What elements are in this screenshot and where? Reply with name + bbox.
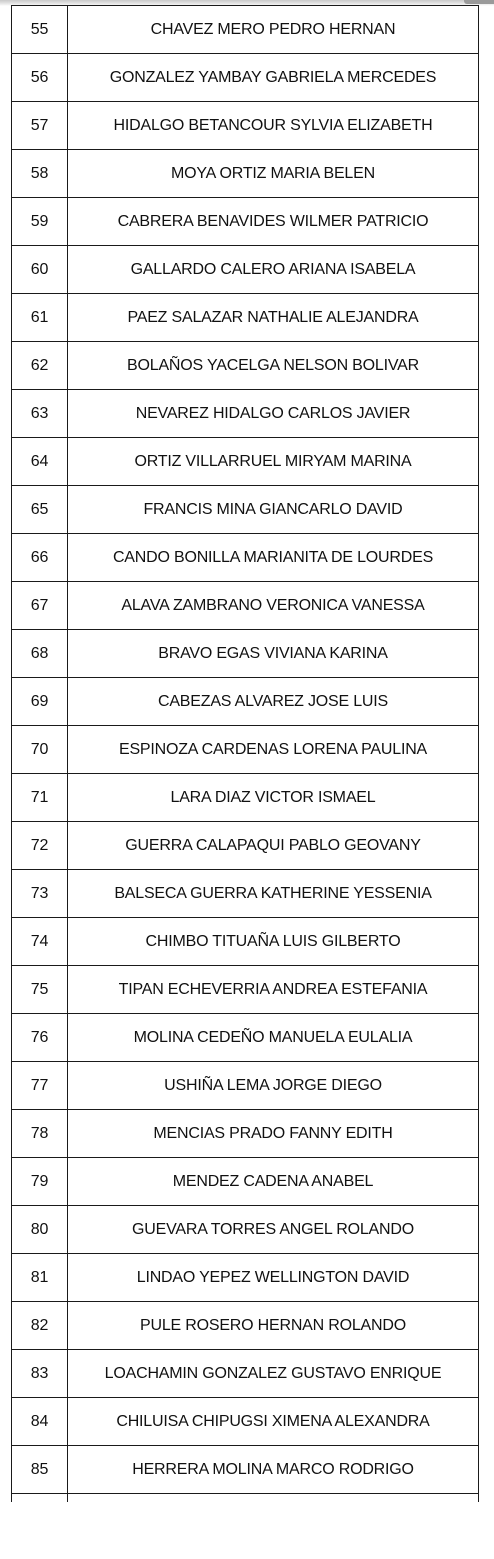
row-full-name: TIPAN ECHEVERRIA ANDREA ESTEFANIA xyxy=(68,966,479,1014)
row-full-name: MOLINA CEDEÑO MANUELA EULALIA xyxy=(68,1014,479,1062)
row-number: 78 xyxy=(12,1110,68,1158)
row-full-name: PAEZ SALAZAR NATHALIE ALEJANDRA xyxy=(68,294,479,342)
row-full-name: HERRERA MOLINA MARCO RODRIGO xyxy=(68,1446,479,1494)
table-row xyxy=(12,1110,479,1158)
row-number: 76 xyxy=(12,1014,68,1062)
table-row xyxy=(12,822,479,870)
row-number: 64 xyxy=(12,438,68,486)
row-number: 84 xyxy=(12,1398,68,1446)
table-row xyxy=(12,102,479,150)
row-number: 56 xyxy=(12,54,68,102)
table-row xyxy=(12,774,479,822)
table-row xyxy=(12,1158,479,1206)
table-row xyxy=(12,150,479,198)
row-full-name: CABEZAS ALVAREZ JOSE LUIS xyxy=(68,678,479,726)
table-row xyxy=(12,918,479,966)
roster-table xyxy=(11,5,479,1502)
row-number: 65 xyxy=(12,486,68,534)
row-full-name: BOLAÑOS YACELGA NELSON BOLIVAR xyxy=(68,342,479,390)
table-row xyxy=(12,678,479,726)
row-number: 62 xyxy=(12,342,68,390)
row-number: 67 xyxy=(12,582,68,630)
row-number: 79 xyxy=(12,1158,68,1206)
row-number: 59 xyxy=(12,198,68,246)
row-name-cell xyxy=(68,1494,479,1503)
row-full-name: CHILUISA CHIPUGSI XIMENA ALEXANDRA xyxy=(68,1398,479,1446)
table-row xyxy=(12,438,479,486)
row-full-name: LOACHAMIN GONZALEZ GUSTAVO ENRIQUE xyxy=(68,1350,479,1398)
row-number: 58 xyxy=(12,150,68,198)
table-row xyxy=(12,486,479,534)
table-row xyxy=(12,582,479,630)
table-row xyxy=(12,1446,479,1494)
row-number: 70 xyxy=(12,726,68,774)
roster-table-body xyxy=(12,6,479,1503)
row-full-name: GALLARDO CALERO ARIANA ISABELA xyxy=(68,246,479,294)
row-number: 66 xyxy=(12,534,68,582)
table-row xyxy=(12,342,479,390)
row-number: 69 xyxy=(12,678,68,726)
row-full-name: GONZALEZ YAMBAY GABRIELA MERCEDES xyxy=(68,54,479,102)
table-row xyxy=(12,198,479,246)
table-row xyxy=(12,6,479,54)
table-row xyxy=(12,54,479,102)
row-number: 82 xyxy=(12,1302,68,1350)
row-number: 68 xyxy=(12,630,68,678)
row-number: 71 xyxy=(12,774,68,822)
row-full-name: GUEVARA TORRES ANGEL ROLANDO xyxy=(68,1206,479,1254)
row-full-name: MENDEZ CADENA ANABEL xyxy=(68,1158,479,1206)
table-row xyxy=(12,870,479,918)
row-number: 73 xyxy=(12,870,68,918)
table-row xyxy=(12,390,479,438)
table-row xyxy=(12,630,479,678)
table-row xyxy=(12,294,479,342)
row-full-name: HIDALGO BETANCOUR SYLVIA ELIZABETH xyxy=(68,102,479,150)
table-row xyxy=(12,1062,479,1110)
row-full-name: MOYA ORTIZ MARIA BELEN xyxy=(68,150,479,198)
row-number: 85 xyxy=(12,1446,68,1494)
row-full-name: CABRERA BENAVIDES WILMER PATRICIO xyxy=(68,198,479,246)
table-row xyxy=(12,1206,479,1254)
row-number: 80 xyxy=(12,1206,68,1254)
row-full-name: ALAVA ZAMBRANO VERONICA VANESSA xyxy=(68,582,479,630)
table-row xyxy=(12,534,479,582)
table-row xyxy=(12,1398,479,1446)
scroll-edge xyxy=(464,0,494,4)
row-full-name: BRAVO EGAS VIVIANA KARINA xyxy=(68,630,479,678)
row-full-name: PULE ROSERO HERNAN ROLANDO xyxy=(68,1302,479,1350)
table-row xyxy=(12,1350,479,1398)
row-full-name: CHIMBO TITUAÑA LUIS GILBERTO xyxy=(68,918,479,966)
table-row xyxy=(12,1014,479,1062)
row-number: 75 xyxy=(12,966,68,1014)
row-number: 74 xyxy=(12,918,68,966)
row-full-name: NEVAREZ HIDALGO CARLOS JAVIER xyxy=(68,390,479,438)
table-row xyxy=(12,726,479,774)
row-full-name: LINDAO YEPEZ WELLINGTON DAVID xyxy=(68,1254,479,1302)
row-number: 63 xyxy=(12,390,68,438)
row-number: 60 xyxy=(12,246,68,294)
row-number: 83 xyxy=(12,1350,68,1398)
table-row xyxy=(12,1302,479,1350)
row-full-name: FRANCIS MINA GIANCARLO DAVID xyxy=(68,486,479,534)
row-full-name: USHIÑA LEMA JORGE DIEGO xyxy=(68,1062,479,1110)
row-full-name: GUERRA CALAPAQUI PABLO GEOVANY xyxy=(68,822,479,870)
row-full-name: ESPINOZA CARDENAS LORENA PAULINA xyxy=(68,726,479,774)
row-full-name: LARA DIAZ VICTOR ISMAEL xyxy=(68,774,479,822)
row-number: 61 xyxy=(12,294,68,342)
row-full-name: CHAVEZ MERO PEDRO HERNAN xyxy=(68,6,479,54)
row-number: 72 xyxy=(12,822,68,870)
row-number: 77 xyxy=(12,1062,68,1110)
row-full-name: CANDO BONILLA MARIANITA DE LOURDES xyxy=(68,534,479,582)
table-row xyxy=(12,246,479,294)
row-number: 81 xyxy=(12,1254,68,1302)
row-number: 55 xyxy=(12,6,68,54)
table-row xyxy=(12,966,479,1014)
row-full-name: MENCIAS PRADO FANNY EDITH xyxy=(68,1110,479,1158)
row-number: 57 xyxy=(12,102,68,150)
row-number-cell xyxy=(12,1494,68,1503)
table-row xyxy=(12,1254,479,1302)
table-row-partial xyxy=(12,1494,479,1503)
row-full-name: BALSECA GUERRA KATHERINE YESSENIA xyxy=(68,870,479,918)
row-full-name: ORTIZ VILLARRUEL MIRYAM MARINA xyxy=(68,438,479,486)
